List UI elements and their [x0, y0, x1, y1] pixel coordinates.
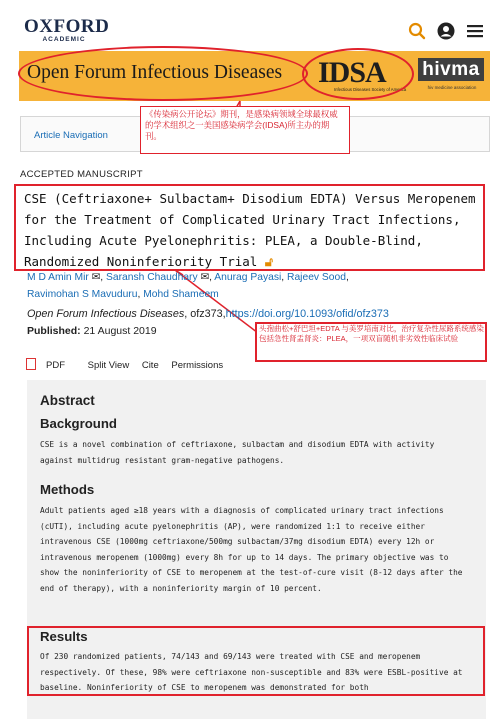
- hivma-subtitle: hiv medicine association: [427, 85, 477, 90]
- annotation-note-title: 头孢曲松+舒巴坦+EDTA 与美罗培南对比，治疗复杂性尿路系统感染包括急性肾盂肾炎：PLEA，一项双盲随机非劣效性临床试验: [259, 324, 484, 343]
- published-label: Published:: [27, 325, 81, 337]
- author-separator: ,: [345, 272, 349, 283]
- abstract-heading: Abstract: [40, 393, 95, 408]
- author-link[interactable]: Mohd Shameem: [143, 289, 219, 300]
- accepted-manuscript-label: ACCEPTED MANUSCRIPT: [20, 169, 143, 180]
- citation-journal: Open Forum Infectious Diseases: [27, 308, 185, 320]
- mail-icon[interactable]: ✉: [91, 272, 101, 283]
- author-separator: ,: [281, 272, 288, 283]
- article-title-text: CSE (Ceftriaxone+ Sulbactam+ Disodium EDTA) Versus Meropenem for the Treatment of Complicated Urinary Tract Infections, Including Acute Pyelonephritis: PLEA, a Double-Blind, Randomized Noninferiority Trial: [24, 191, 476, 269]
- citation-line: [27, 308, 497, 320]
- annotation-note-journal: 《传染病公开论坛》期刊，是感染病领域全球最权威的学术组织之一美国感染病学会(IDSA)所主办的期刊。: [140, 106, 350, 154]
- pdf-label: PDF: [46, 360, 65, 371]
- logo-sub-text: ACADEMIC: [42, 36, 86, 43]
- author-link[interactable]: Rajeev Sood: [287, 272, 346, 283]
- permissions-button[interactable]: Permissions: [171, 360, 224, 371]
- results-heading: Results: [40, 629, 88, 644]
- pdf-button[interactable]: [26, 360, 75, 371]
- published-line: [27, 325, 157, 337]
- background-heading: Background: [40, 416, 117, 431]
- author-link[interactable]: Ravimohan S Mavuduru: [27, 289, 138, 300]
- mail-icon[interactable]: ✉: [200, 272, 210, 283]
- split-view-button[interactable]: Split View: [87, 360, 130, 371]
- pdf-icon: [26, 358, 36, 370]
- author-list: [27, 269, 477, 303]
- hivma-logo: hivma: [418, 58, 484, 81]
- background-text: CSE is a novel combination of ceftriaxone, sulbactam and disodium EDTA with activity against multidrug resistant gram-negative pathogens.: [40, 440, 435, 465]
- logo-main-text: OXFORD: [24, 16, 110, 37]
- cite-button[interactable]: Cite: [141, 360, 159, 371]
- author-link[interactable]: M D Amin Mir: [27, 272, 89, 283]
- citation-id: , ofz373,: [184, 308, 226, 320]
- open-access-icon: 🔓︎: [264, 254, 273, 269]
- methods-text: Adult patients aged ≥18 years with a diagnosis of complicated urinary tract infections (cUTI), including acute pyelonephritis (AP), were randomized 1:1 to receive either intravenous CSE (1000mg ceftriaxone/500mg sulbactam/37mg disodium EDTA) every 12h or intravenous meropenem (1000mg) every 8h for up to 14 days. The primary objective was to show the noninferiority of CSE to meropenem at the test-of-cure visit (8-12 days after the end of therapy), with a noninferiority margin of 10 percent.: [40, 506, 463, 593]
- methods-heading: Methods: [40, 482, 95, 497]
- doi-link[interactable]: https://doi.org/10.1093/ofid/ofz373: [225, 308, 389, 320]
- author-link[interactable]: Anurag Payasi: [214, 272, 282, 283]
- author-link[interactable]: Saransh Chaudhary: [106, 272, 198, 283]
- published-date: 21 August 2019: [83, 325, 157, 337]
- idsa-subtitle: Infectious Diseases Society of America: [334, 87, 407, 92]
- author-separator: ,: [100, 272, 107, 283]
- journal-title: Open Forum Infectious Diseases: [27, 62, 283, 83]
- idsa-logo: IDSA: [318, 56, 386, 89]
- article-navigation-link[interactable]: Article Navigation: [34, 130, 108, 141]
- article-title: [24, 188, 482, 272]
- author-separator: ,: [137, 289, 144, 300]
- author-separator: ,: [209, 272, 215, 283]
- results-text: Of 230 randomized patients, 74/143 and 69/143 were treated with CSE and meropenem respectively. Of these, 98% were ceftriaxone non-susceptible and 83% were ESBL-positive at baseline. Noninferiority of CSE to meropenem was demonstrated for both: [40, 652, 463, 692]
- article-toolbar: [26, 358, 233, 371]
